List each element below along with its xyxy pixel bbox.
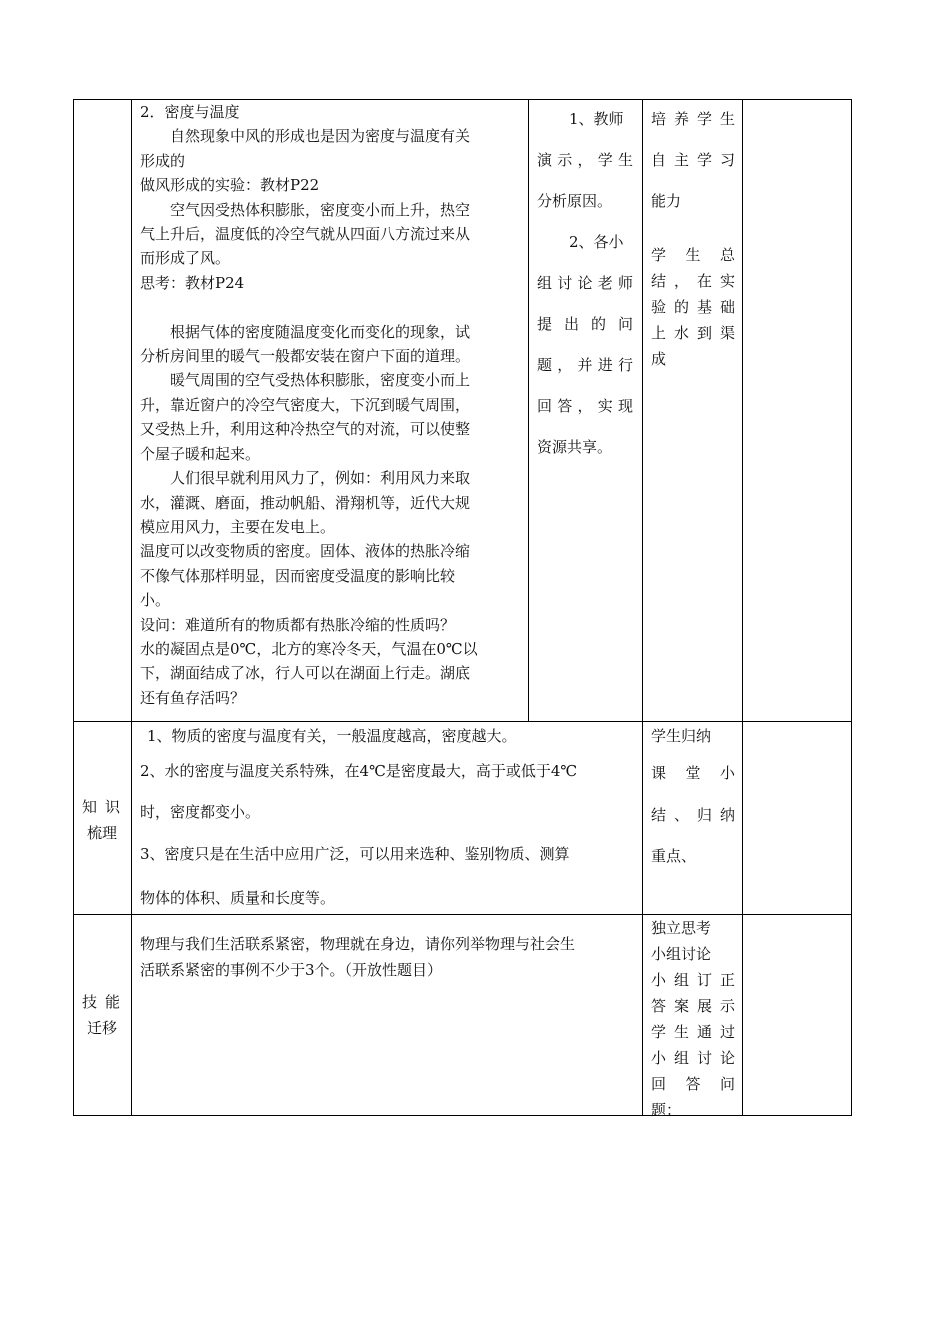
teacher-line: 2、各小 — [569, 233, 624, 251]
goal-line: 答 案 展 示 — [651, 997, 735, 1015]
goal-line: 学 生 通 过 — [651, 1023, 735, 1041]
row1-line: 而形成了风。 — [140, 249, 231, 268]
row3-label-line: 迁移 — [86, 1019, 117, 1037]
goal-line: 回 答 问 — [651, 1075, 735, 1093]
goal-line: 题： — [651, 1101, 682, 1119]
row1-line: 做风形成的实验：教材P22 — [140, 176, 320, 195]
goal-line: 小 组 订 正 — [651, 971, 735, 989]
row3-line: 物理与我们生活联系紧密，物理就在身边，请你列举物理与社会生 — [140, 935, 576, 953]
row2-label-line: 梳理 — [86, 824, 117, 842]
row2-line: 时，密度都变小。 — [140, 802, 261, 821]
row1-line: 不像气体那样明显，因而密度受温度的影响比较 — [140, 566, 456, 585]
goal-line: 小组讨论 — [651, 945, 712, 963]
row2-line: 3、密度只是在生活中应用广泛，可以用来选种、鉴别物质、测算 — [140, 845, 570, 863]
table-border-right — [851, 99, 852, 1116]
row1-content — [140, 100, 524, 710]
table-border-bottom — [73, 1115, 852, 1116]
row2-line: 2、水的密度与温度关系特殊，在4℃是密度最大，高于或低于4℃ — [140, 762, 578, 780]
row2-label-line: 知识 — [81, 798, 128, 816]
col-divider-4 — [742, 99, 743, 1116]
row1-line: 根据气体的密度随温度变化而变化的现象，试 — [170, 322, 471, 341]
goal-line: 课 堂 小 — [651, 764, 735, 782]
teacher-line: 演 示 ， 学 生 — [537, 151, 633, 169]
row3-label — [73, 989, 131, 1041]
goal-line: 培 养 学 生 — [651, 110, 735, 128]
row1-line: 个屋子暖和起来。 — [140, 444, 261, 463]
goal-line: 成 — [651, 350, 667, 368]
goal-line: 结 ， 在 实 — [651, 272, 735, 290]
row3-content — [140, 931, 636, 983]
row1-line: 暖气周围的空气受热体积膨胀，密度变小而上 — [170, 371, 471, 390]
goal-line: 自 主 学 习 — [651, 151, 735, 169]
col-divider-3 — [642, 99, 643, 1116]
goal-line: 验 的 基 础 — [651, 298, 735, 316]
row2-line: 物体的体积、质量和长度等。 — [140, 889, 336, 907]
goal-line: 学 生 总 — [651, 246, 735, 264]
teacher-line: 回 答 ， 实 现 — [537, 397, 633, 415]
goal-line: 结 、 归 纳 — [651, 806, 735, 824]
row1-goal — [651, 99, 735, 372]
goal-line: 重点、 — [651, 847, 697, 865]
goal-line: 学生归纳 — [651, 727, 712, 745]
row1-line: 设问：难道所有的物质都有热胀冷缩的性质吗？ — [140, 615, 456, 634]
teacher-line: 题 ， 并 进 行 — [537, 356, 633, 374]
row1-line: 2．密度与温度 — [140, 103, 240, 121]
row1-line-blank — [140, 295, 524, 319]
col-divider-1 — [131, 99, 132, 1116]
teacher-line: 提 出 的 问 — [537, 315, 633, 333]
row1-line: 思考：教材P24 — [140, 273, 245, 292]
row1-line: 空气因受热体积膨胀，密度变小而上升，热空 — [170, 200, 471, 219]
teacher-line: 资源共享。 — [537, 438, 613, 456]
table-border-left — [73, 99, 74, 1116]
row1-line: 自然现象中风的形成也是因为密度与温度有关 — [170, 127, 471, 146]
row1-line: 人们很早就利用风力了，例如：利用风力来取 — [170, 469, 471, 488]
row3-label-line: 技能 — [81, 993, 128, 1011]
row2-content — [140, 721, 636, 920]
row1-line: 水，灌溉、磨面，推动帆船、滑翔机等，近代大规 — [140, 493, 471, 512]
goal-line: 小 组 讨 论 — [651, 1049, 735, 1067]
row2-line: 1、物质的密度与温度有关，一般温度越高，密度越大。 — [147, 727, 517, 745]
goal-line: 独立思考 — [651, 919, 712, 937]
goal-line: 上 水 到 渠 — [651, 324, 735, 342]
row3-goal — [651, 915, 735, 1123]
row1-line: 又受热上升，利用这种冷热空气的对流，可以使整 — [140, 420, 471, 439]
row1-line: 升，靠近窗户的冷空气密度大，下沉到暖气周围， — [140, 395, 471, 414]
row1-line: 还有鱼存活吗？ — [140, 688, 246, 707]
row1-line: 水的凝固点是0℃，北方的寒冷冬天，气温在0℃以 — [140, 639, 478, 658]
goal-line: 能力 — [651, 192, 682, 210]
teacher-line: 1、教师 — [569, 110, 624, 128]
row1-line: 下，湖面结成了冰，行人可以在湖面上行走。湖底 — [140, 664, 471, 683]
row1-line: 分析房间里的暖气一般都安装在窗户下面的道理。 — [140, 347, 471, 366]
row3-line: 活联系紧密的事例不少于3个。（开放性题目） — [140, 961, 443, 979]
row1-line: 形成的 — [140, 151, 186, 170]
row1-line: 气上升后，温度低的冷空气就从四面八方流过来从 — [140, 225, 471, 244]
row1-line: 模应用风力，主要在发电上。 — [140, 517, 336, 536]
row1-line: 温度可以改变物质的密度。固体、液体的热胀冷缩 — [140, 542, 471, 561]
row2-label — [73, 794, 131, 846]
teacher-line: 分析原因。 — [537, 192, 613, 210]
row2-goal — [651, 721, 735, 877]
lesson-plan-table — [73, 99, 852, 1119]
row1-line: 小。 — [140, 591, 171, 610]
row1-teacher-activity — [537, 99, 633, 468]
col-divider-2 — [528, 99, 529, 722]
teacher-line: 组 讨 论 老 师 — [537, 274, 633, 292]
